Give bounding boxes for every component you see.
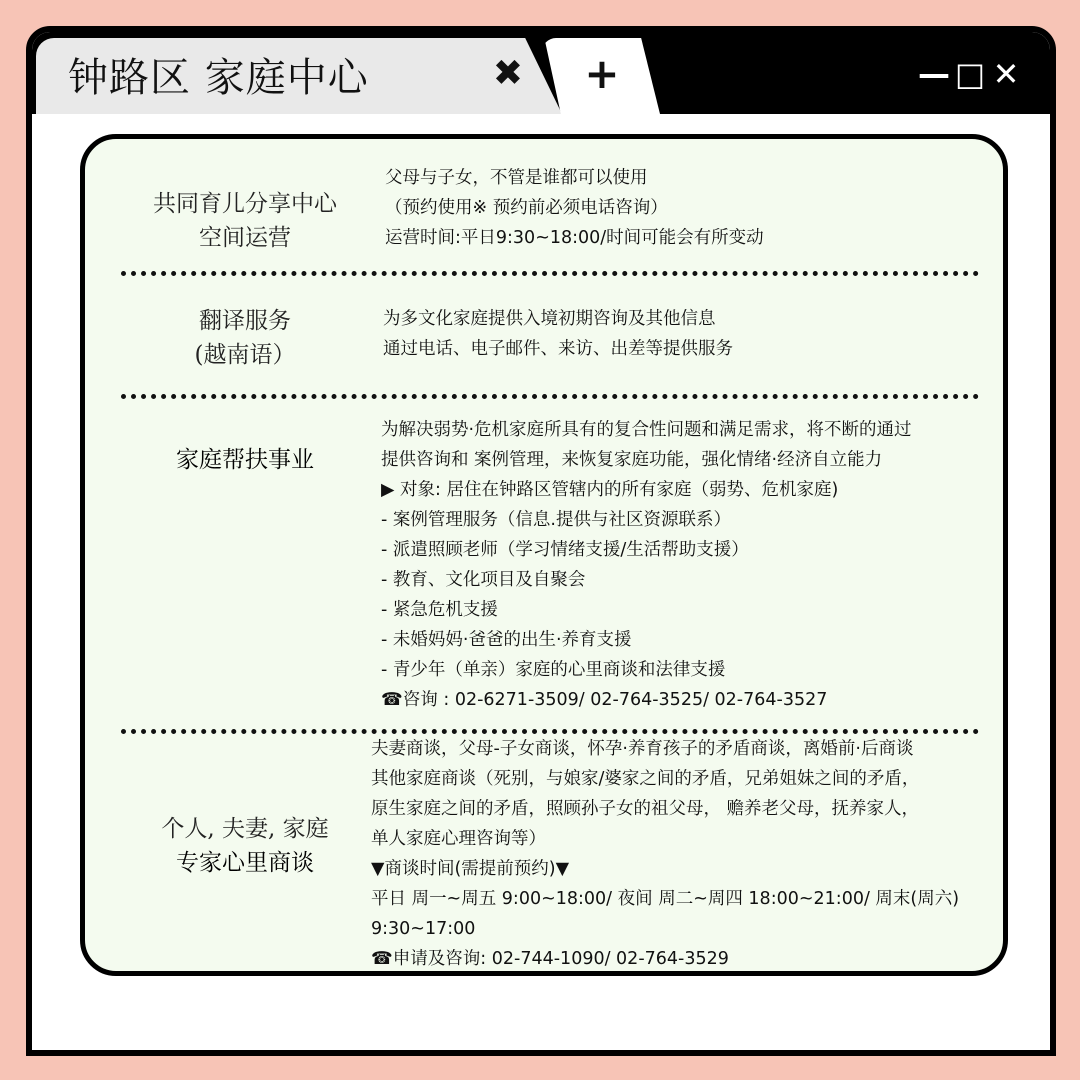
section-label <box>125 812 365 880</box>
desc-line: 夫妻商谈，父母-子女商谈，怀孕·养育孩子的矛盾商谈，离婚前·后商谈 <box>371 739 914 759</box>
close-window-icon[interactable]: ✕ <box>992 55 1020 93</box>
desc-line: 运营时间:平日9:30~18:00/时间可能会有所变动 <box>385 228 764 248</box>
maximize-icon[interactable]: □ <box>954 55 986 93</box>
desc-line: 原生家庭之间的矛盾，照顾孙子女的祖父母， 赡养老父母，抚养家人， <box>371 799 920 819</box>
desc-line: 父母与子女，不管是谁都可以使用 <box>385 168 648 188</box>
desc-line: - 案例管理服务（信息.提供与社区资源联系） <box>381 510 731 530</box>
title-bar <box>32 32 1050 114</box>
desc-line: ▼商谈时间(需提前预约)▼ <box>371 859 570 879</box>
label-line: 翻译服务 <box>199 308 291 334</box>
section-label <box>125 187 365 255</box>
plus-icon[interactable]: + <box>584 49 620 98</box>
section-label <box>125 443 365 477</box>
label-line: 空间运营 <box>199 225 291 251</box>
desc-line: ▶ 对象: 居住在钟路区管辖内的所有家庭（弱势、危机家庭) <box>381 480 839 500</box>
label-line: 共同育儿分享中心 <box>153 191 337 217</box>
phone-line: ☎咨询 : 02-6271-3509/ 02-764-3525/ 02-764-3527 <box>381 690 828 710</box>
minimize-icon[interactable]: — <box>918 55 950 93</box>
desc-line: 提供咨询和 案例管理，来恢复家庭功能，强化情绪·经济自立能力 <box>381 450 883 470</box>
desc-line: 通过电话、电子邮件、来访、出差等提供服务 <box>383 339 733 359</box>
section-family-support <box>85 399 1003 729</box>
tab-close-icon[interactable]: ✖ <box>492 53 524 94</box>
section-counseling <box>85 734 1003 974</box>
section-childcare-sharing <box>85 139 1003 271</box>
desc-line: 其他家庭商谈（死别，与娘家/婆家之间的矛盾，兄弟姐妹之间的矛盾， <box>371 769 920 789</box>
section-description <box>383 304 733 364</box>
section-description <box>381 415 912 715</box>
desc-line: - 教育、文化项目及自聚会 <box>381 570 586 590</box>
section-description <box>385 163 764 253</box>
desc-line: 为多文化家庭提供入境初期咨询及其他信息 <box>383 309 716 329</box>
desc-line: 为解决弱势·危机家庭所具有的复合性问题和满足需求，将不断的通过 <box>381 420 912 440</box>
section-description <box>371 734 959 974</box>
desc-line: （预约使用※ 预约前必须电话咨询） <box>385 198 668 218</box>
phone-line: ☎申请及咨询: 02-744-1090/ 02-764-3529 <box>371 949 729 969</box>
label-line: 个人, 夫妻, 家庭 <box>161 816 329 842</box>
label-line: 家庭帮扶事业 <box>176 447 314 473</box>
section-label <box>125 304 365 372</box>
desc-line: 9:30~17:00 <box>371 919 476 939</box>
desc-line: 单人家庭心理咨询等） <box>371 829 546 849</box>
tab-title: 钟路区 家庭中心 <box>68 55 369 101</box>
section-translation <box>85 276 1003 394</box>
label-line: (越南语） <box>194 342 296 368</box>
desc-line: - 青少年（单亲）家庭的心里商谈和法律支援 <box>381 660 726 680</box>
desc-line: 平日 周一~周五 9:00~18:00/ 夜间 周二~周四 18:00~21:00/ 周末(周六) <box>371 889 960 909</box>
app-window <box>26 26 1056 1056</box>
desc-line: - 紧急危机支援 <box>381 600 498 620</box>
services-panel <box>80 134 1008 976</box>
desc-line: - 派遣照顾老师（学习情绪支援/生活帮助支援） <box>381 540 749 560</box>
label-line: 专家心里商谈 <box>176 850 314 876</box>
desc-line: - 未婚妈妈·爸爸的出生·养育支援 <box>381 630 632 650</box>
